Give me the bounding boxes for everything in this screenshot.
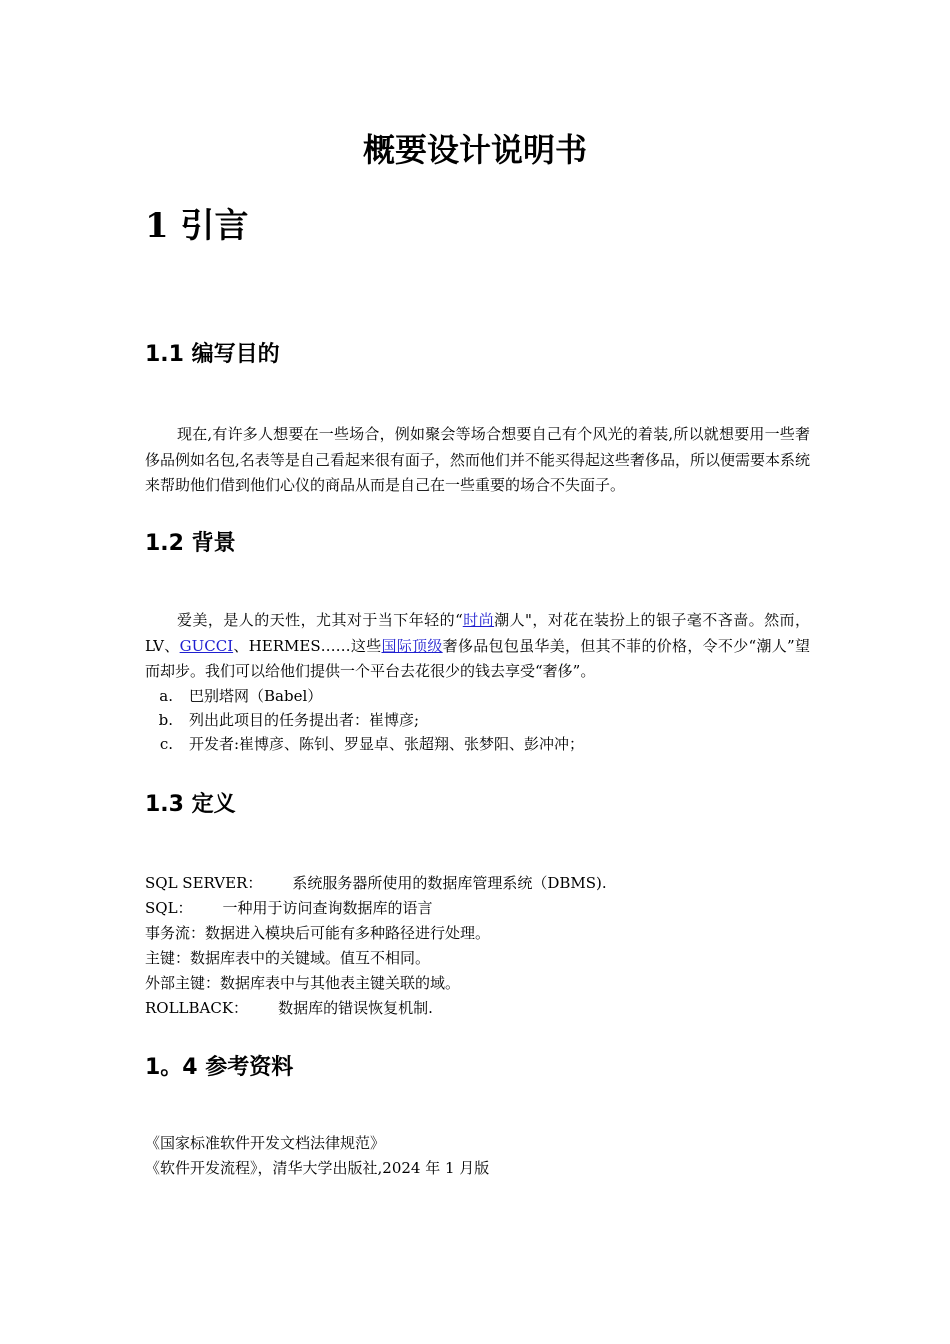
definition-row	[145, 996, 433, 1021]
list-item-text: 巴别塔网（Babel）	[189, 687, 323, 705]
fashion-link[interactable]: 时尚	[462, 611, 495, 629]
section-1-1-paragraph: 现在,有许多人想要在一些场合，例如聚会等场合想要自己有个风光的着装,所以就想要用一些奢侈品例如名包,名表等是自己看起来很有面子，然而他们并不能买得起这些奢侈品，所以便需要本系统来帮助他们借到他们心仪的商品从而是自己在一些重要的场合不失面子。	[145, 425, 810, 494]
list-item-text: 列出此项目的任务提出者：崔博彦;	[189, 711, 420, 729]
definition-term: 事务流：数据进入模块后可能有多种路径进行处理。	[145, 924, 491, 942]
list-marker: c.	[159, 735, 173, 753]
definition-row	[145, 946, 430, 971]
list-marker: b.	[158, 711, 173, 729]
list-item	[145, 684, 584, 708]
definition-row	[145, 971, 460, 996]
background-list	[145, 684, 584, 756]
document-title: 概要设计说明书	[362, 131, 587, 169]
definition-row	[145, 921, 490, 946]
definition-desc: 数据库的错误恢复机制.	[278, 999, 433, 1017]
section-heading-1-4: 1。4 参考资料	[145, 1055, 294, 1080]
definition-term: 外部主键：数据库表中与其他表主键关联的域。	[145, 974, 461, 992]
definition-term: 主键：数据库表中的关键域。值互不相同。	[145, 949, 431, 967]
list-item-text: 开发者:崔博彦、陈钊、罗显卓、张超翔、张梦阳、彭冲冲；	[189, 735, 585, 753]
definition-term: SQL：	[145, 899, 193, 917]
list-marker: a.	[159, 687, 173, 705]
section-heading-1-2: 1.2 背景	[145, 531, 236, 556]
definition-row	[145, 871, 607, 896]
reference-item: 《国家标准软件开发文档法律规范》	[145, 1134, 386, 1152]
definition-term: SQL SERVER：	[145, 874, 263, 892]
section-heading-1-1: 1.1 编写目的	[145, 342, 280, 367]
international-top-link[interactable]: 国际顶级	[381, 636, 443, 655]
definition-term: ROLLBACK：	[145, 999, 249, 1017]
paragraph-text: 奢侈品包包虽华美，但其不菲的价格，令不少“潮人”望而却步。我们可以给他们提供一个平台去花很少的钱去享受“奢侈”。	[145, 636, 810, 680]
list-item	[145, 708, 584, 732]
chapter-heading: 1 引言	[145, 206, 249, 246]
reference-item: 《软件开发流程》，清华大学出版社,2024 年 1 月版	[145, 1159, 490, 1177]
definition-row	[145, 896, 433, 921]
gucci-link[interactable]: GUCCI	[179, 636, 234, 655]
paragraph-text: 潮人"，对花在装扮上的银子毫不吝啬。然而，LV、	[145, 611, 811, 655]
definition-desc: 一种用于访问查询数据库的语言	[222, 899, 433, 917]
definition-desc: 系统服务器所使用的数据库管理系统（DBMS).	[292, 874, 607, 892]
list-item	[145, 732, 584, 756]
paragraph-text: 爱美，是人的天性，尤其对于当下年轻的“	[177, 611, 463, 629]
section-heading-1-3: 1.3 定义	[145, 792, 236, 817]
paragraph-text: 、HERMES……这些	[233, 636, 382, 655]
section-1-2-paragraph	[145, 608, 810, 685]
